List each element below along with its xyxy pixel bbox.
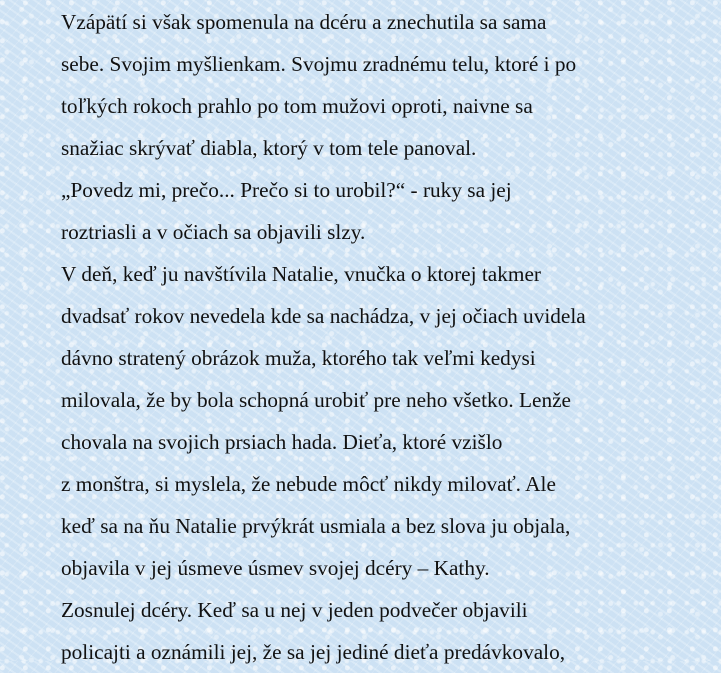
- text-line: V deň, keď ju navštívila Natalie, vnučka o ktorej takmer: [61, 262, 541, 286]
- text-line: keď sa na ňu Natalie prvýkrát usmiala a bez slova ju objala,: [61, 514, 571, 538]
- text-line: milovala, že by bola schopná urobiť pre neho všetko. Lenže: [61, 388, 572, 412]
- text-line: Zosnulej dcéry. Keď sa u nej v jeden podvečer objavili: [61, 598, 528, 622]
- text-line: snažiac skrývať diabla, ktorý v tom tele panoval.: [61, 136, 477, 160]
- text-line: toľkých rokoch prahlo po tom mužovi oproti, naivne sa: [61, 94, 533, 118]
- text-line: dvadsať rokov nevedela kde sa nachádza, v jej očiach uvidela: [61, 304, 586, 328]
- text-line: sebe. Svojim myšlienkam. Svojmu zradnému telu, ktoré i po: [61, 52, 577, 76]
- text-line: z monštra, si myslela, že nebude môcť nikdy milovať. Ale: [61, 472, 556, 496]
- text-line: dávno stratený obrázok muža, ktorého tak veľmi kedysi: [61, 346, 536, 370]
- text-line: objavila v jej úsmeve úsmev svojej dcéry – Kathy.: [61, 556, 490, 580]
- text-line: Vzápätí si však spomenula na dcéru a znechutila sa sama: [61, 10, 547, 34]
- text-line: policajti a oznámili jej, že sa jej jediné dieťa predávkovalo,: [61, 640, 566, 664]
- text-line: roztriasli a v očiach sa objavili slzy.: [61, 220, 366, 244]
- text-line: „Povedz mi, prečo... Prečo si to urobil?“ - ruky sa jej: [61, 178, 512, 202]
- document-body: [61, 1, 681, 673]
- text-line: chovala na svojich prsiach hada. Dieťa, ktoré vzišlo: [61, 430, 503, 454]
